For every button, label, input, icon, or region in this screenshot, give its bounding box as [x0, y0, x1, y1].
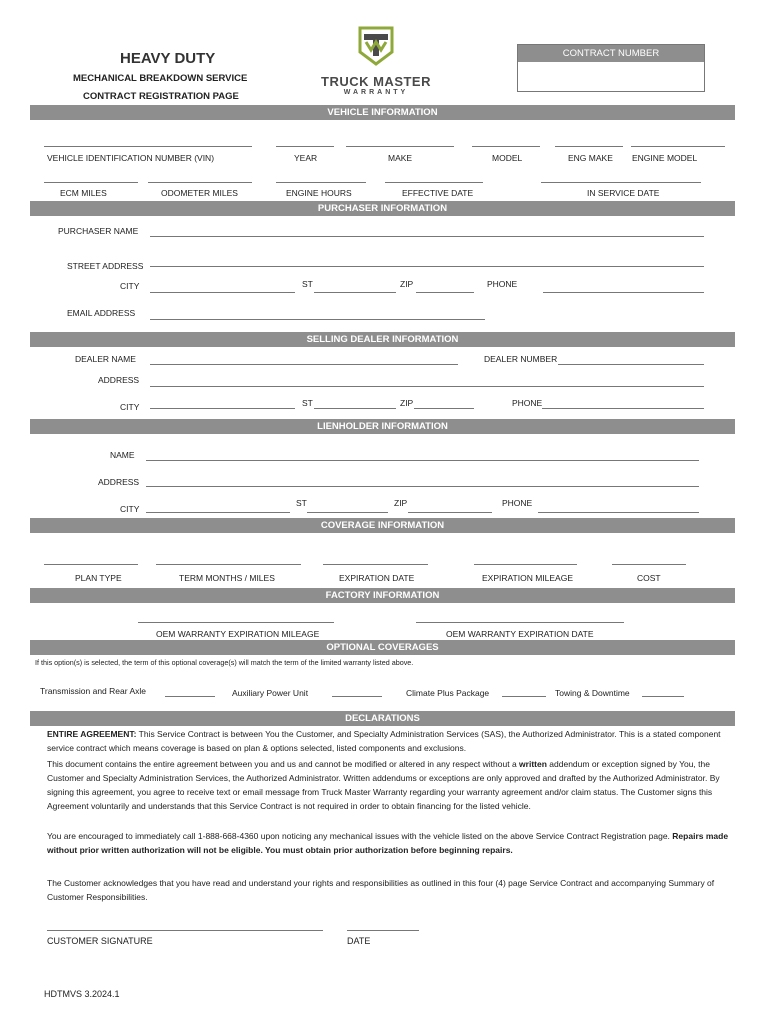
coverage-section-header: COVERAGE INFORMATION: [30, 518, 735, 533]
optional-section-header: OPTIONAL COVERAGES: [30, 640, 735, 655]
entire-agreement-paragraph: ENTIRE AGREEMENT: This Service Contract is between You the Customer, and Specialty Administration Services (SAS), the Authorized Administrator. This is a stated component service contract which means coverage is based on plan & options selected, listed components and exclusions.: [47, 729, 721, 753]
purchaser-phone-input[interactable]: [543, 292, 704, 293]
vin-input[interactable]: [44, 146, 252, 147]
dealer-section-header: SELLING DEALER INFORMATION: [30, 332, 735, 347]
odometer-miles-label: ODOMETER MILES: [161, 188, 238, 198]
plan-type-input[interactable]: [44, 564, 138, 565]
year-label: YEAR: [294, 153, 318, 163]
climate-label: Climate Plus Package: [406, 688, 490, 698]
dealer-phone-label: PHONE: [512, 398, 543, 408]
lienholder-st-input[interactable]: [307, 512, 388, 513]
purchaser-city-label: CITY: [120, 281, 140, 291]
lienholder-name-input[interactable]: [146, 460, 699, 461]
dealer-name-label: DEALER NAME: [75, 354, 136, 364]
oem-mileage-input[interactable]: [138, 622, 334, 623]
transmission-input[interactable]: [165, 696, 215, 697]
dealer-number-input[interactable]: [558, 364, 704, 365]
ecm-miles-input[interactable]: [44, 182, 138, 183]
engine-model-label: ENGINE MODEL: [632, 153, 698, 163]
cost-input[interactable]: [612, 564, 686, 565]
street-address-input[interactable]: [150, 266, 704, 267]
make-label: MAKE: [388, 153, 413, 163]
dealer-city-label: CITY: [120, 402, 140, 412]
term-label: TERM MONTHS / MILES: [179, 573, 275, 583]
eng-make-input[interactable]: [555, 146, 623, 147]
truck-master-logo: [316, 26, 436, 102]
form-subtitle-2: CONTRACT REGISTRATION PAGE: [83, 91, 239, 102]
contract-number-box: [517, 44, 705, 92]
dealer-address-label: ADDRESS: [98, 375, 140, 385]
lienholder-city-label: CITY: [120, 504, 140, 514]
lienholder-address-input[interactable]: [146, 486, 699, 487]
plan-type-label: PLAN TYPE: [75, 573, 122, 583]
make-input[interactable]: [346, 146, 454, 147]
dealer-name-input[interactable]: [150, 364, 458, 365]
lienholder-st-label: ST: [296, 498, 307, 508]
towing-input[interactable]: [642, 696, 684, 697]
form-subtitle-1: MECHANICAL BREAKDOWN SERVICE: [73, 73, 248, 84]
purchaser-city-input[interactable]: [150, 292, 295, 293]
purchaser-name-input[interactable]: [150, 236, 704, 237]
dealer-zip-input[interactable]: [414, 408, 474, 409]
cost-label: COST: [637, 573, 661, 583]
expiration-date-input[interactable]: [323, 564, 428, 565]
repairs-notice-paragraph: You are encouraged to immediately call 1-888-668-4360 upon noticing any mechanical issues with the vehicle listed on the above Service Contract Registration page. Repairs made without prior written authorization will not be eligible. You must obtain prior authorization before beginning repairs.: [47, 831, 729, 855]
lienholder-name-label: NAME: [110, 450, 135, 460]
year-input[interactable]: [276, 146, 334, 147]
in-service-date-input[interactable]: [541, 182, 701, 183]
expiration-date-label: EXPIRATION DATE: [339, 573, 415, 583]
email-address-label: EMAIL ADDRESS: [67, 308, 136, 318]
engine-hours-input[interactable]: [276, 182, 366, 183]
purchaser-st-input[interactable]: [314, 292, 396, 293]
model-input[interactable]: [472, 146, 540, 147]
engine-hours-label: ENGINE HOURS: [286, 188, 352, 198]
lienholder-address-label: ADDRESS: [98, 477, 140, 487]
contract-number-field[interactable]: [518, 62, 704, 90]
signature-date-input[interactable]: [347, 930, 419, 931]
auxiliary-input[interactable]: [332, 696, 382, 697]
purchaser-zip-input[interactable]: [416, 292, 474, 293]
oem-date-label: OEM WARRANTY EXPIRATION DATE: [446, 629, 594, 639]
engine-model-input[interactable]: [631, 146, 725, 147]
lienholder-city-input[interactable]: [146, 512, 290, 513]
document-agreement-paragraph: This document contains the entire agreement between you and us and cannot be modified or altered in any respect without a written addendum or exception signed by You, the Customer and Specialty Administration Services, the Authorized Administrator. Written addendums or exceptions are only approved and drafted by the Authorized Administrator. By signing this agreement, you agree to receive text or email message from Truck Master Warranty regarding your warranty agreement and/or claim status. The Customer signs this Agreement voluntarily and understands that this Service Contract is not required in order to obtain financing for the listed vehicle.: [47, 759, 720, 811]
term-input[interactable]: [156, 564, 301, 565]
acknowledgement-paragraph: The Customer acknowledges that you have read and understand your rights and responsibilities as outlined in this four (4) page Service Contract and accompanying Summary of Customer Responsibilities.: [47, 878, 715, 902]
model-label: MODEL: [492, 153, 523, 163]
climate-input[interactable]: [502, 696, 546, 697]
lienholder-phone-label: PHONE: [502, 498, 533, 508]
form-version-code: HDTMVS 3.2024.1: [44, 989, 120, 999]
lienholder-zip-label: ZIP: [394, 498, 408, 508]
customer-signature-label: CUSTOMER SIGNATURE: [47, 936, 153, 946]
logo-tagline: WARRANTY: [343, 89, 409, 96]
dealer-zip-label: ZIP: [400, 398, 414, 408]
street-address-label: STREET ADDRESS: [67, 261, 144, 271]
effective-date-input[interactable]: [385, 182, 483, 183]
contract-number-label: CONTRACT NUMBER: [518, 45, 704, 62]
vehicle-section-header: VEHICLE INFORMATION: [30, 105, 735, 120]
lienholder-phone-input[interactable]: [538, 512, 699, 513]
dealer-address-input[interactable]: [150, 386, 704, 387]
towing-label: Towing & Downtime: [555, 688, 630, 698]
customer-signature-input[interactable]: [47, 930, 323, 931]
logo-wordmark: TRUCK MASTER: [321, 74, 431, 89]
odometer-miles-input[interactable]: [148, 182, 252, 183]
in-service-date-label: IN SERVICE DATE: [587, 188, 660, 198]
declarations-section-header: DECLARATIONS: [30, 711, 735, 726]
dealer-number-label: DEALER NUMBER: [484, 354, 558, 364]
optional-note: If this option(s) is selected, the term of this optional coverage(s) will match the term of the limited warranty listed above.: [35, 658, 414, 667]
lienholder-zip-input[interactable]: [408, 512, 492, 513]
purchaser-section-header: PURCHASER INFORMATION: [30, 201, 735, 216]
form-title: HEAVY DUTY: [120, 50, 216, 67]
vin-label: VEHICLE IDENTIFICATION NUMBER (VIN): [47, 153, 215, 163]
dealer-phone-input[interactable]: [542, 408, 704, 409]
email-address-input[interactable]: [150, 319, 485, 320]
oem-date-input[interactable]: [416, 622, 624, 623]
dealer-st-label: ST: [302, 398, 313, 408]
signature-date-label: DATE: [347, 936, 371, 946]
dealer-st-input[interactable]: [314, 408, 396, 409]
lienholder-section-header: LIENHOLDER INFORMATION: [30, 419, 735, 434]
eng-make-label: ENG MAKE: [568, 153, 613, 163]
ecm-miles-label: ECM MILES: [60, 188, 107, 198]
purchaser-st-label: ST: [302, 279, 313, 289]
factory-section-header: FACTORY INFORMATION: [30, 588, 735, 603]
purchaser-phone-label: PHONE: [487, 279, 518, 289]
expiration-mileage-input[interactable]: [474, 564, 577, 565]
oem-mileage-label: OEM WARRANTY EXPIRATION MILEAGE: [156, 629, 320, 639]
purchaser-zip-label: ZIP: [400, 279, 414, 289]
auxiliary-label: Auxiliary Power Unit: [232, 688, 309, 698]
effective-date-label: EFFECTIVE DATE: [402, 188, 474, 198]
dealer-city-input[interactable]: [150, 408, 295, 409]
purchaser-name-label: PURCHASER NAME: [58, 226, 139, 236]
transmission-label: Transmission and Rear Axle: [40, 686, 146, 696]
expiration-mileage-label: EXPIRATION MILEAGE: [482, 573, 574, 583]
